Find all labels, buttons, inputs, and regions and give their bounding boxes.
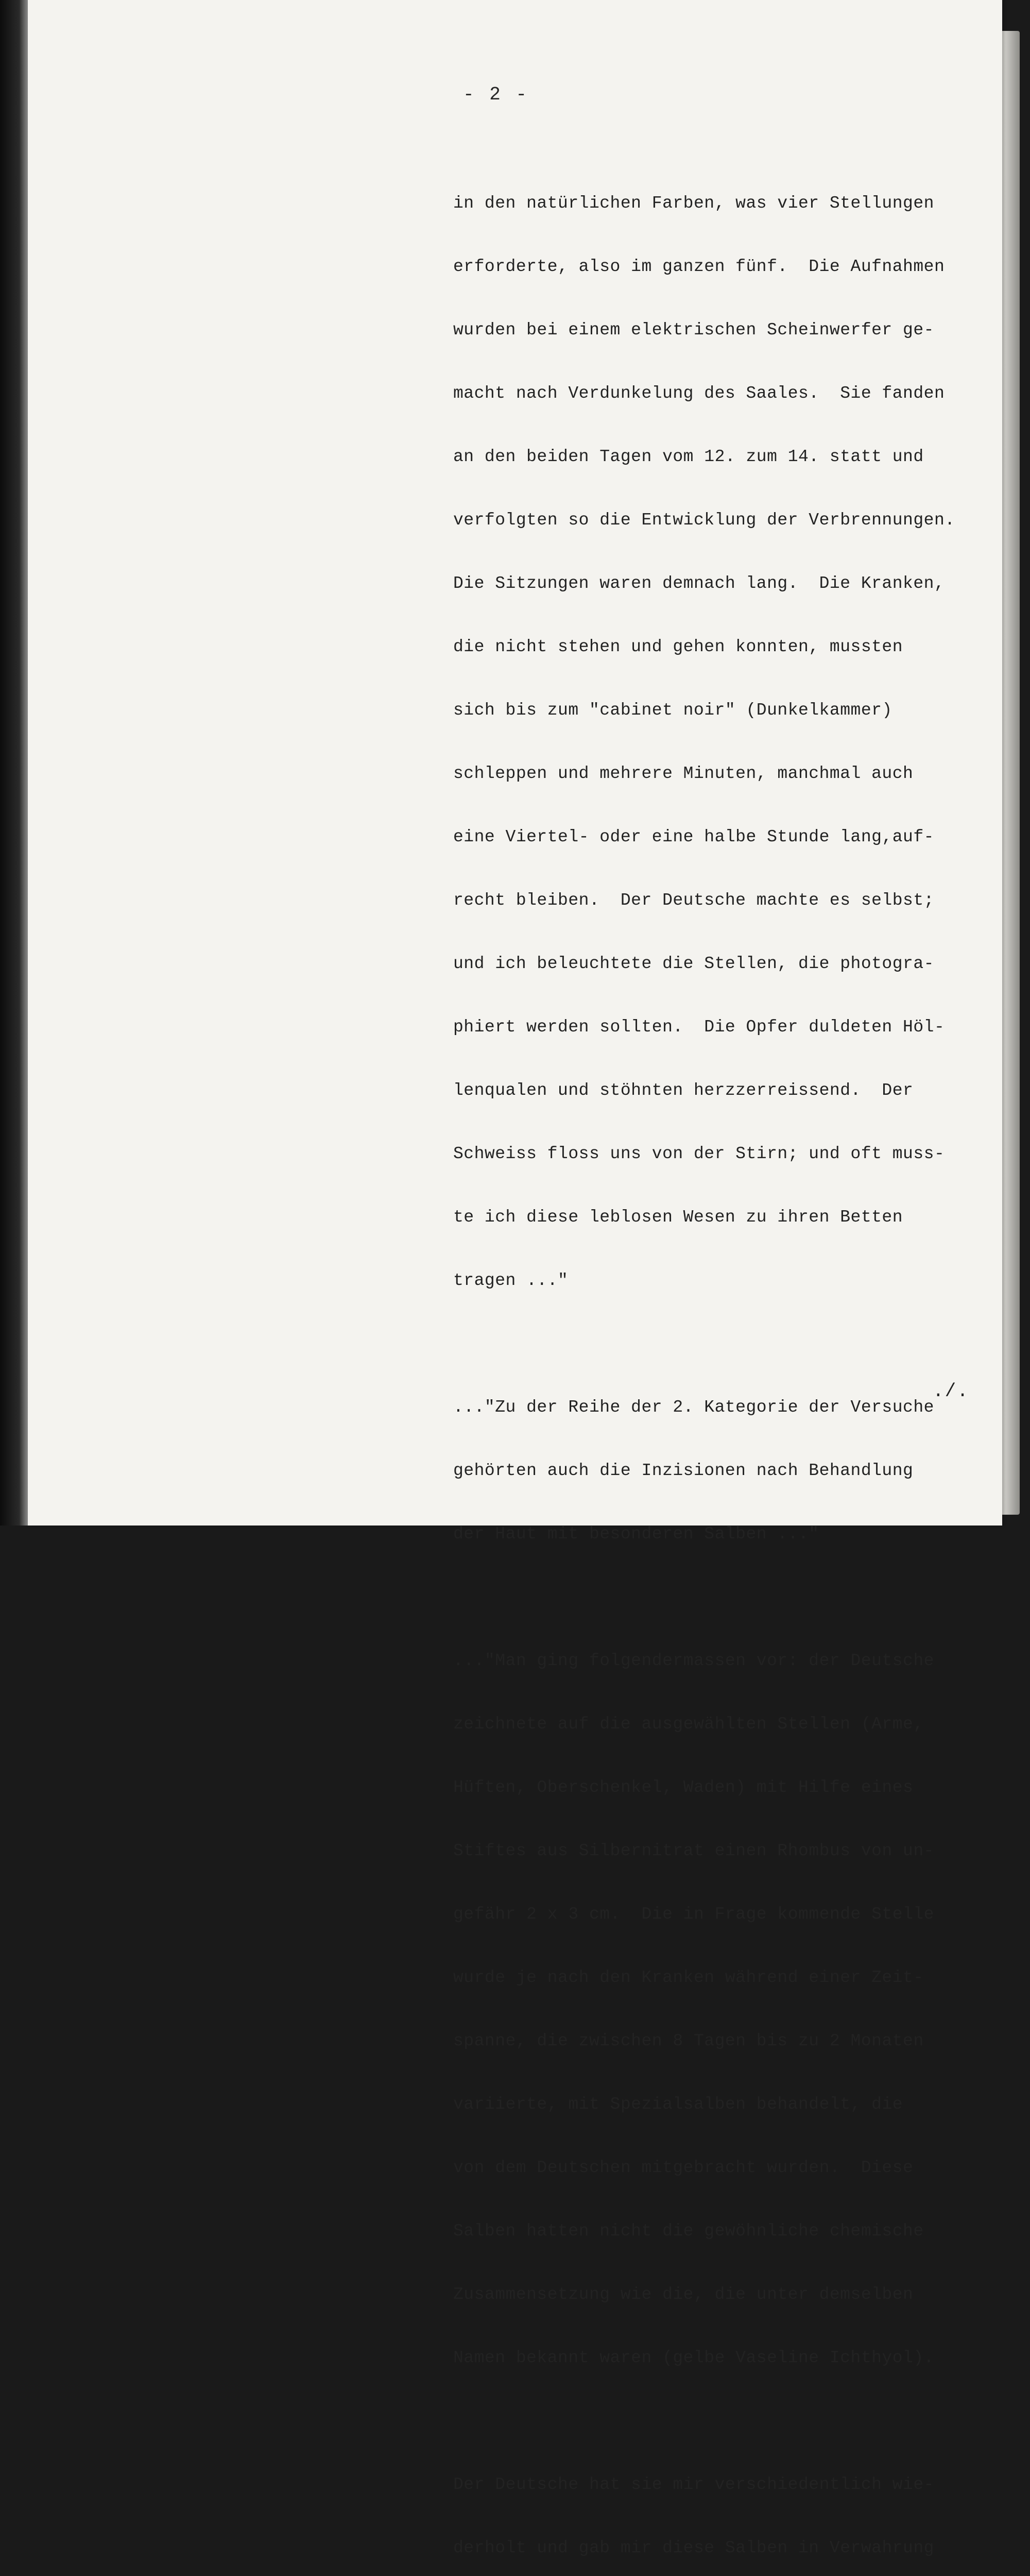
- text-line: wurden bei einem elektrischen Scheinwerfer ge-: [453, 320, 934, 340]
- text-line: gefähr 2 x 3 cm. Die in Frage kommende Stelle: [453, 1905, 934, 1924]
- text-line: eine Viertel- oder eine halbe Stunde lang,auf-: [453, 827, 934, 846]
- text-line: der Haut mit besonderen Salben ...": [453, 1524, 819, 1544]
- text-line: Namen bekannt waren (gelbe Vaseline Ichthyol).: [453, 2348, 934, 2367]
- text-line: an den beiden Tagen vom 12. zum 14. statt und: [453, 447, 924, 466]
- text-line: Hüften, Oberschenkel, Waden) mit Hilfe eines: [453, 1778, 914, 1797]
- text-line: te ich diese leblosen Wesen zu ihren Betten: [453, 1208, 903, 1227]
- paragraph-gap: [453, 1333, 1025, 1354]
- text-line: in den natürlichen Farben, was vier Stellungen: [453, 194, 934, 213]
- text-line: verfolgten so die Entwicklung der Verbrennungen.: [453, 511, 955, 530]
- text-line: erforderte, also im ganzen fünf. Die Aufnahmen: [453, 257, 945, 276]
- text-line: Stiftes aus Silbernitrat einen Rhombus von un-: [453, 1841, 934, 1860]
- text-line: wurde je nach den Kranken während einer Zeit-: [453, 1968, 924, 1987]
- text-line: lenqualen und stöhnten herzzerreissend. Der: [453, 1081, 914, 1100]
- text-line: schleppen und mehrere Minuten, manchmal auch: [453, 764, 914, 783]
- paragraph-gap: [453, 1587, 1025, 1608]
- document-page: [28, 0, 1002, 2557]
- text-line: gehörten auch die Inzisionen nach Behandlung: [453, 1461, 914, 1480]
- text-line: zeichnete auf die ausgewählten Stellen (Arme,: [453, 1715, 924, 1734]
- text-line: variierte, mit Spezialsalben behandelt, die: [453, 2095, 903, 2114]
- paragraph-salves: [453, 2432, 1025, 2576]
- text-line: Die Sitzungen waren demnach lang. Die Kranken,: [453, 574, 945, 593]
- continuation-mark: ./.: [933, 1381, 969, 1402]
- text-line: Der Deutsche hat sie mir verschiedentlich wie-: [453, 2475, 934, 2494]
- binding-shadow: [0, 0, 32, 1526]
- text-line: phiert werden sollten. Die Opfer duldeten Höl-: [453, 1018, 945, 1037]
- text-line: Salben hatten nicht die gewöhnliche chemische: [453, 2222, 924, 2241]
- text-line: die nicht stehen und gehen konnten, mussten: [453, 637, 903, 656]
- paragraph-gap: [453, 2411, 1025, 2432]
- paragraph-photography: [453, 150, 1025, 1333]
- paragraph-procedure: [453, 1608, 1025, 2411]
- text-line: tragen ...": [453, 1271, 569, 1290]
- body-text: [453, 150, 1025, 2576]
- text-line: ..."Man ging folgendermassen vor: der Deutsche: [453, 1651, 934, 1670]
- text-line: derholt und gab mir diese Salben in Verwahrung: [453, 2538, 934, 2557]
- text-line: und ich beleuchtete die Stellen, die photogra-: [453, 954, 934, 973]
- text-line: spanne, die zwischen 8 Tagen bis zu 2 Monaten: [453, 2031, 924, 2050]
- text-line: ..."Zu der Reihe der 2. Kategorie der Versuche: [453, 1398, 934, 1417]
- page-number: - 2 -: [463, 84, 529, 105]
- text-line: sich bis zum "cabinet noir" (Dunkelkammer): [453, 701, 892, 720]
- text-line: recht bleiben. Der Deutsche machte es selbst;: [453, 891, 934, 910]
- text-line: Zusammensetzung wie die, die unter demselben: [453, 2285, 914, 2304]
- text-line: Schweiss floss uns von der Stirn; und oft muss-: [453, 1144, 945, 1163]
- text-line: von dem Deutschen mitgebracht wurden. Diese: [453, 2158, 914, 2177]
- text-line: macht nach Verdunkelung des Saales. Sie fanden: [453, 384, 945, 403]
